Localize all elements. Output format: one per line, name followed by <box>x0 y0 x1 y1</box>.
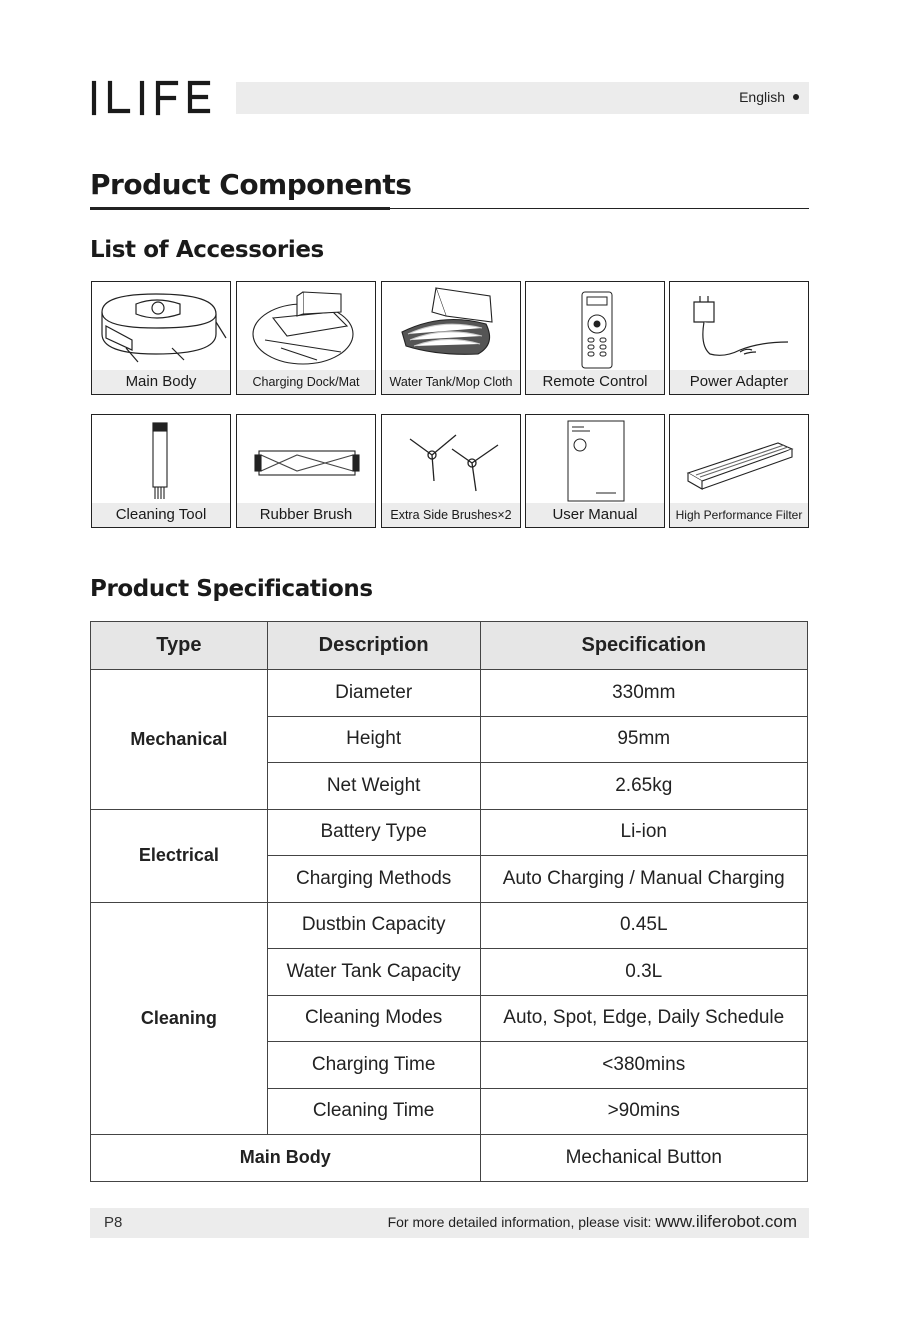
table-row <box>91 902 808 949</box>
value-cell: Li-ion <box>480 809 808 856</box>
type-cell: Electrical <box>91 809 268 902</box>
description-cell: Diameter <box>267 670 480 717</box>
accessory-side-brushes <box>381 414 521 528</box>
ilife-logo <box>90 80 212 116</box>
filter-icon <box>670 415 808 503</box>
specifications-heading: Product Specifications <box>90 576 373 602</box>
description-cell: Cleaning Modes <box>267 995 480 1042</box>
accessory-charging-dock <box>236 281 376 395</box>
side-brush-icon <box>382 415 520 503</box>
type-cell: Mechanical <box>91 670 268 810</box>
type-cell: Cleaning <box>91 902 268 1135</box>
description-cell: Charging Methods <box>267 856 480 903</box>
value-cell: <380mins <box>480 1042 808 1089</box>
website-link[interactable]: www.iliferobot.com <box>655 1212 797 1231</box>
page-title: Product Components <box>90 168 412 201</box>
spec-table <box>90 621 808 1182</box>
charging-dock-icon <box>237 282 375 370</box>
value-cell: Auto Charging / Manual Charging <box>480 856 808 903</box>
value-cell: Auto, Spot, Edge, Daily Schedule <box>480 995 808 1042</box>
user-manual-icon <box>526 415 664 503</box>
value-cell: 2.65kg <box>480 763 808 810</box>
header-type: Type <box>91 622 268 670</box>
title-underline <box>90 207 390 210</box>
accessory-label: Main Body <box>92 370 230 394</box>
footer-bar <box>90 1208 809 1238</box>
value-cell: 95mm <box>480 716 808 763</box>
accessory-label: Remote Control <box>526 370 664 394</box>
power-adapter-icon <box>670 282 808 370</box>
remote-control-icon <box>526 282 664 370</box>
accessory-label: Cleaning Tool <box>92 503 230 527</box>
accessory-label: Charging Dock/Mat <box>237 370 375 394</box>
value-cell: Mechanical Button <box>480 1135 808 1182</box>
accessory-filter <box>669 414 809 528</box>
value-cell: 0.3L <box>480 949 808 996</box>
table-row <box>91 809 808 856</box>
table-header-row <box>91 622 808 670</box>
description-cell: Water Tank Capacity <box>267 949 480 996</box>
language-label: English <box>739 89 799 105</box>
accessory-main-body <box>91 281 231 395</box>
accessory-rubber-brush <box>236 414 376 528</box>
accessory-power-adapter <box>669 281 809 395</box>
value-cell: 0.45L <box>480 902 808 949</box>
accessory-label: Water Tank/Mop Cloth <box>382 370 520 394</box>
value-cell: >90mins <box>480 1088 808 1135</box>
accessory-water-tank <box>381 281 521 395</box>
cleaning-tool-icon <box>92 415 230 503</box>
rubber-brush-icon <box>237 415 375 503</box>
description-cell: Height <box>267 716 480 763</box>
footer-info <box>388 1212 797 1232</box>
table-row <box>91 1135 808 1182</box>
accessory-label: Power Adapter <box>670 370 808 394</box>
header-bar <box>236 82 809 114</box>
header-description: Description <box>267 622 480 670</box>
header-specification: Specification <box>480 622 808 670</box>
accessory-label: Rubber Brush <box>237 503 375 527</box>
accessory-cleaning-tool <box>91 414 231 528</box>
description-cell: Dustbin Capacity <box>267 902 480 949</box>
accessory-user-manual <box>525 414 665 528</box>
type-cell: Main Body <box>91 1135 481 1182</box>
water-tank-icon <box>382 282 520 370</box>
accessory-label: Extra Side Brushes×2 <box>382 503 520 527</box>
footer-info-text: For more detailed information, please visit: <box>387 1214 652 1230</box>
description-cell: Net Weight <box>267 763 480 810</box>
description-cell: Charging Time <box>267 1042 480 1089</box>
accessory-label: High Performance Filter <box>670 503 808 527</box>
accessory-remote <box>525 281 665 395</box>
accessory-label: User Manual <box>526 503 664 527</box>
table-row <box>91 670 808 717</box>
accessories-heading: List of Accessories <box>90 237 324 263</box>
page-number: P8 <box>104 1214 123 1231</box>
description-cell: Cleaning Time <box>267 1088 480 1135</box>
robot-vacuum-icon <box>92 282 230 370</box>
value-cell: 330mm <box>480 670 808 717</box>
description-cell: Battery Type <box>267 809 480 856</box>
